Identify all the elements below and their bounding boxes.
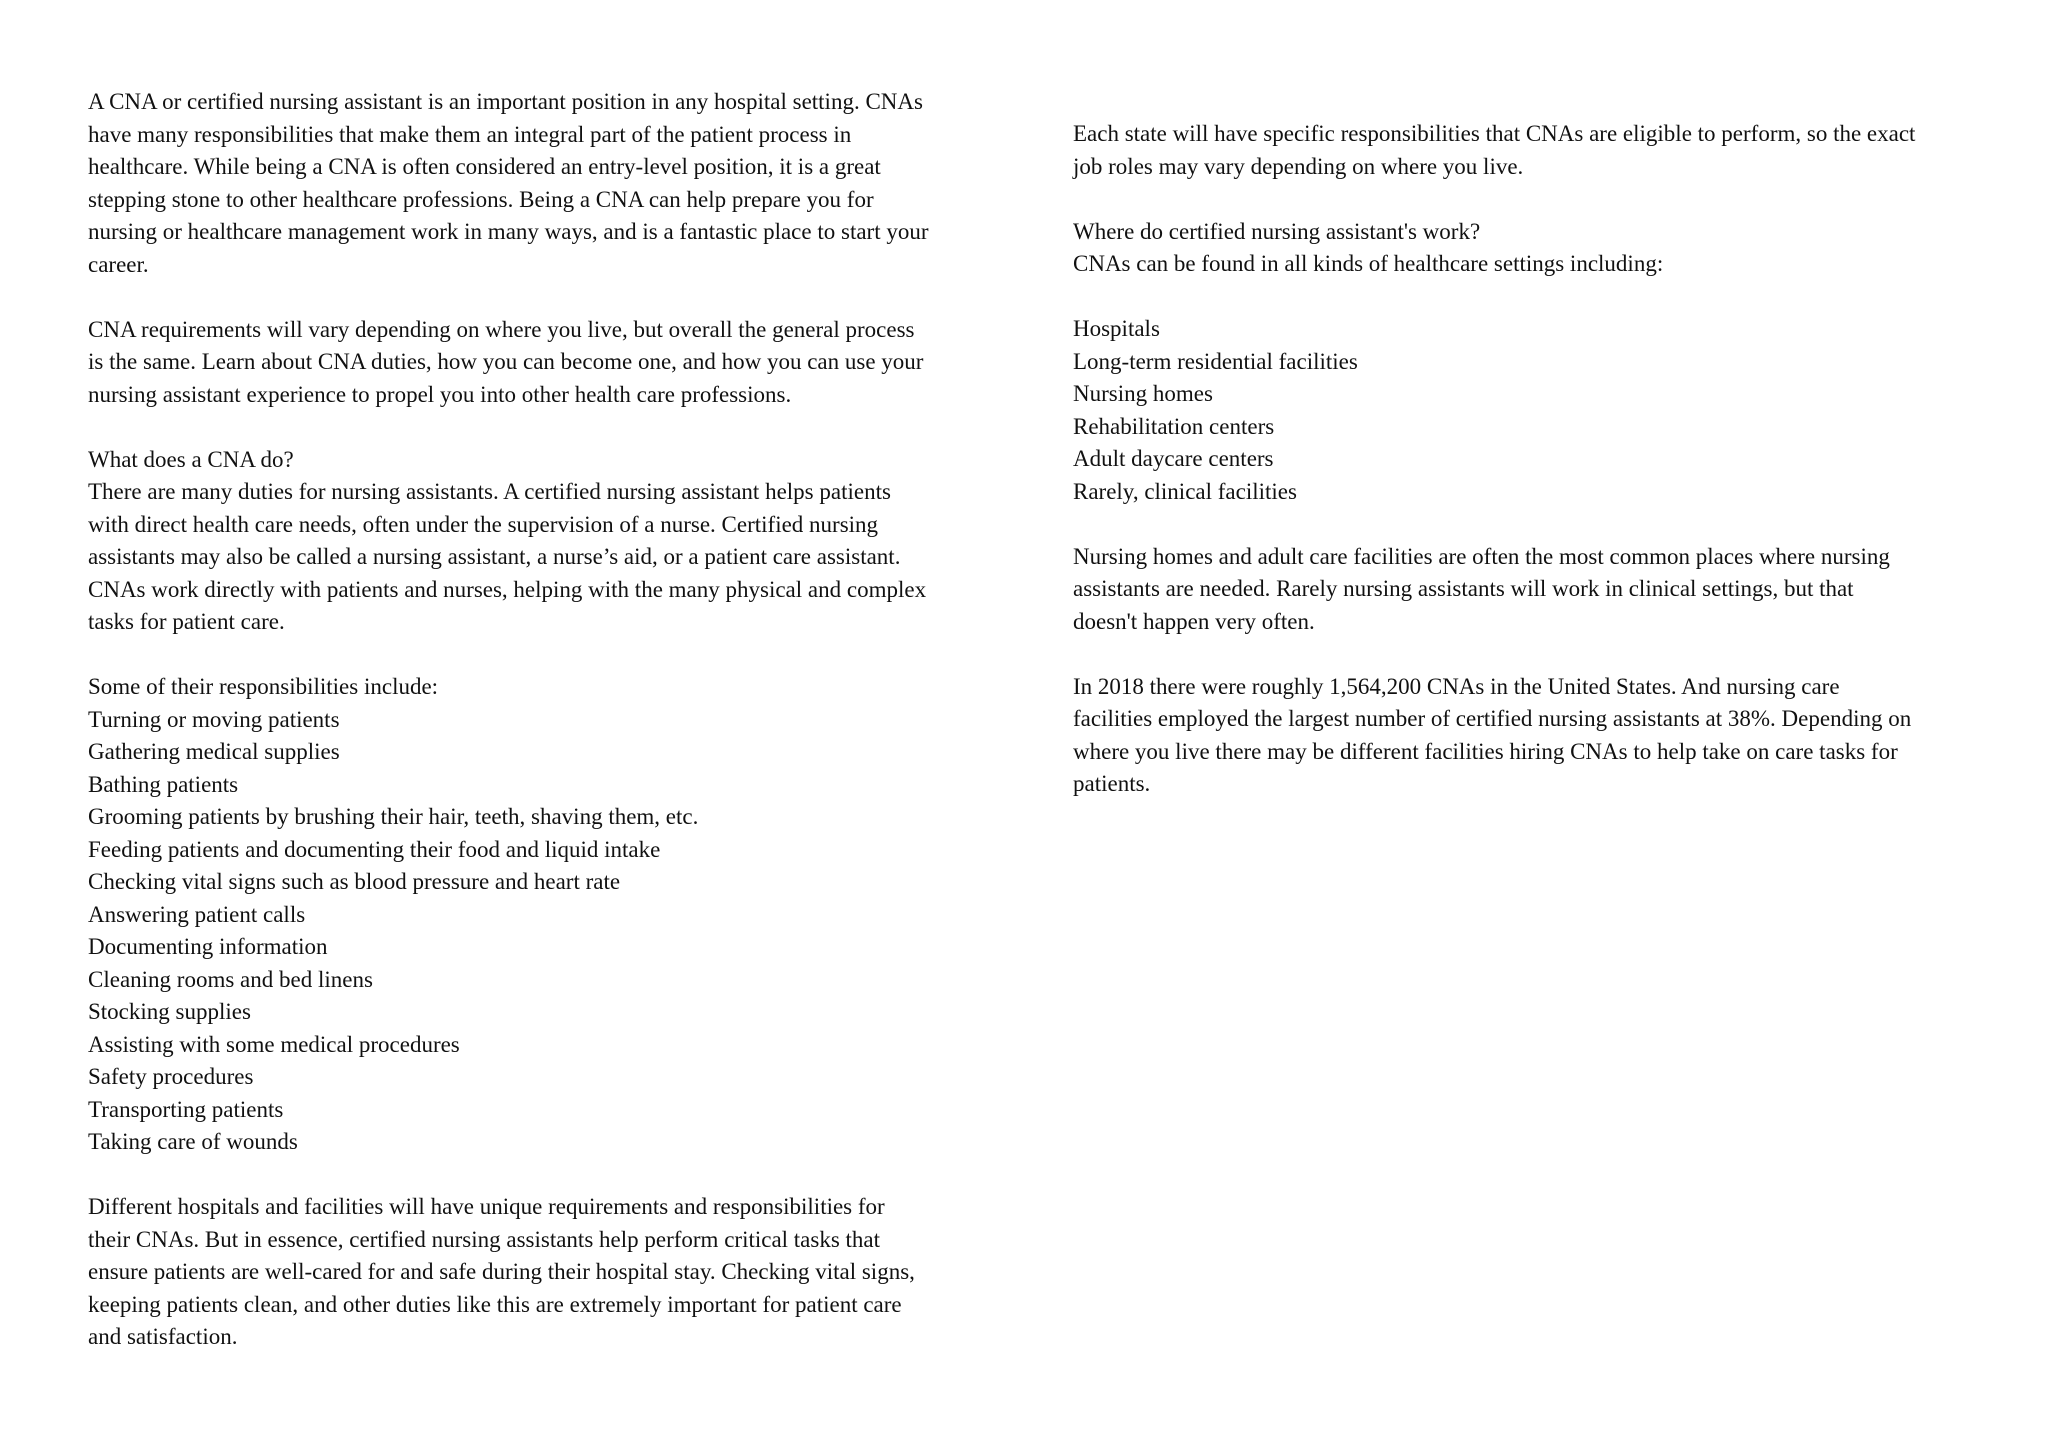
list-item: Turning or moving patients bbox=[88, 706, 340, 732]
paragraph-line: Nursing homes and adult care facilities are often the most common places where nursing bbox=[1073, 543, 1890, 569]
settings-list bbox=[1073, 313, 1985, 508]
paragraph-line: job roles may vary depending on where you live. bbox=[1073, 153, 1524, 179]
list-item: Rehabilitation centers bbox=[1073, 413, 1275, 439]
stats-paragraph bbox=[1073, 671, 1985, 801]
paragraph-spacer bbox=[88, 639, 1000, 672]
state-paragraph bbox=[1073, 118, 1985, 183]
paragraph-line: nursing or healthcare management work in many ways, and is a fantastic place to start your bbox=[88, 219, 929, 244]
paragraph-line: CNAs work directly with patients and nurses, helping with the many physical and complex bbox=[88, 576, 927, 602]
intro-paragraph bbox=[88, 86, 1000, 281]
paragraph-line: where you live there may be different facilities hiring CNAs to help take on care tasks for bbox=[1073, 738, 1898, 764]
work-section bbox=[1073, 216, 1985, 281]
paragraph-line: A CNA or certified nursing assistant is an important position in any hospital setting. CNAs bbox=[88, 89, 923, 114]
list-item: Cleaning rooms and bed linens bbox=[88, 966, 373, 992]
paragraph-line: In 2018 there were roughly 1,564,200 CNAs in the United States. And nursing care bbox=[1073, 673, 1840, 699]
paragraph-line: Different hospitals and facilities will have unique requirements and responsibilities for bbox=[88, 1194, 885, 1219]
paragraph-line: ensure patients are well-cared for and safe during their hospital stay. Checking vital signs, bbox=[88, 1259, 915, 1284]
list-item: Hospitals bbox=[1073, 316, 1160, 341]
list-item: Rarely, clinical facilities bbox=[1073, 478, 1297, 504]
paragraph-line: CNA requirements will vary depending on where you live, but overall the general process bbox=[88, 316, 915, 342]
common-places-paragraph bbox=[1073, 541, 1985, 639]
paragraph-spacer bbox=[1073, 183, 1985, 216]
list-item: Grooming patients by brushing their hair, teeth, shaving them, etc. bbox=[88, 804, 699, 829]
paragraph-line: Each state will have specific responsibilities that CNAs are eligible to perform, so the exact bbox=[1073, 121, 1916, 146]
requirements-paragraph bbox=[88, 314, 1000, 412]
responsibilities-heading: Some of their responsibilities include: bbox=[88, 674, 439, 699]
paragraph-line: and satisfaction. bbox=[88, 1324, 238, 1349]
paragraph-line: doesn't happen very often. bbox=[1073, 608, 1315, 634]
paragraph-line: There are many duties for nursing assistants. A certified nursing assistant helps patients bbox=[88, 479, 891, 504]
list-item: Transporting patients bbox=[88, 1096, 284, 1122]
list-item: Documenting information bbox=[88, 934, 328, 959]
paragraph-line: nursing assistant experience to propel you into other health care professions. bbox=[88, 381, 792, 407]
paragraph-line: assistants may also be called a nursing assistant, a nurse’s aid, or a patient care assistant. bbox=[88, 544, 901, 569]
left-column bbox=[88, 86, 1000, 1354]
paragraph-line: have many responsibilities that make them an integral part of the patient process in bbox=[88, 121, 852, 147]
list-item: Nursing homes bbox=[1073, 381, 1213, 406]
work-heading: Where do certified nursing assistant's work? bbox=[1073, 218, 1481, 244]
paragraph-line: keeping patients clean, and other duties like this are extremely important for patient care bbox=[88, 1291, 902, 1317]
paragraph-line: their CNAs. But in essence, certified nursing assistants help perform critical tasks that bbox=[88, 1226, 881, 1252]
paragraph-line: is the same. Learn about CNA duties, how you can become one, and how you can use your bbox=[88, 349, 924, 374]
paragraph-line: assistants are needed. Rarely nursing assistants will work in clinical settings, but that bbox=[1073, 576, 1854, 601]
paragraph-line: tasks for patient care. bbox=[88, 609, 285, 634]
work-intro: CNAs can be found in all kinds of healthcare settings including: bbox=[1073, 251, 1664, 276]
list-item: Gathering medical supplies bbox=[88, 739, 340, 764]
paragraph-spacer bbox=[1073, 638, 1985, 671]
list-item: Taking care of wounds bbox=[88, 1129, 298, 1154]
duties-heading: What does a CNA do? bbox=[88, 446, 294, 472]
paragraph-line: stepping stone to other healthcare professions. Being a CNA can help prepare you for bbox=[88, 186, 874, 212]
paragraph-line: healthcare. While being a CNA is often considered an entry-level position, it is a great bbox=[88, 154, 881, 179]
paragraph-line: patients. bbox=[1073, 771, 1151, 796]
list-item: Checking vital signs such as blood pressure and heart rate bbox=[88, 869, 621, 894]
paragraph-line: facilities employed the largest number of certified nursing assistants at 38%. Depending on bbox=[1073, 706, 1912, 731]
paragraph-spacer bbox=[88, 281, 1000, 314]
duties-section bbox=[88, 444, 1000, 639]
paragraph-line: with direct health care needs, often under the supervision of a nurse. Certified nursing bbox=[88, 511, 879, 537]
right-column bbox=[1073, 118, 1985, 801]
list-item: Feeding patients and documenting their food and liquid intake bbox=[88, 836, 661, 862]
list-item: Assisting with some medical procedures bbox=[88, 1031, 460, 1057]
paragraph-spacer bbox=[88, 411, 1000, 444]
list-item: Answering patient calls bbox=[88, 901, 306, 927]
paragraph-line: career. bbox=[88, 251, 149, 277]
list-item: Long-term residential facilities bbox=[1073, 348, 1358, 374]
paragraph-spacer bbox=[88, 1159, 1000, 1192]
responsibilities-list bbox=[88, 671, 1000, 1159]
list-item: Adult daycare centers bbox=[1073, 446, 1274, 471]
list-item: Safety procedures bbox=[88, 1064, 254, 1089]
list-item: Bathing patients bbox=[88, 771, 239, 797]
closing-paragraph bbox=[88, 1191, 1000, 1354]
paragraph-spacer bbox=[1073, 281, 1985, 314]
list-item: Stocking supplies bbox=[88, 999, 251, 1024]
paragraph-spacer bbox=[1073, 508, 1985, 541]
